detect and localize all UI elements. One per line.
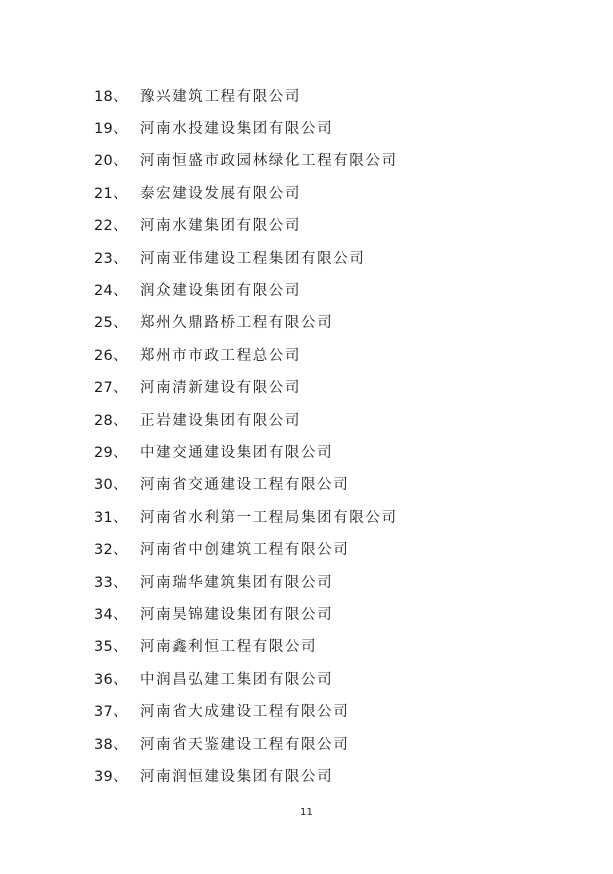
item-number: 39、 <box>94 768 128 785</box>
list-item <box>94 176 398 208</box>
list-item <box>94 241 398 273</box>
company-name: 河南恒盛市政园林绿化工程有限公司 <box>140 153 398 170</box>
company-name: 河南省中创建筑工程有限公司 <box>140 542 350 559</box>
item-number: 34、 <box>94 606 128 623</box>
list-item <box>94 565 398 597</box>
list-item <box>94 727 398 759</box>
item-number: 23、 <box>94 250 128 267</box>
item-number: 19、 <box>94 121 128 138</box>
item-number: 25、 <box>94 315 128 332</box>
company-name: 河南水建集团有限公司 <box>140 218 301 235</box>
company-name: 河南亚伟建设工程集团有限公司 <box>140 250 366 267</box>
item-number: 26、 <box>94 347 128 364</box>
company-name: 河南省交通建设工程有限公司 <box>140 477 350 494</box>
item-number: 21、 <box>94 185 128 202</box>
company-name: 河南昊锦建设集团有限公司 <box>140 606 334 623</box>
item-number: 30、 <box>94 477 128 494</box>
company-name: 豫兴建筑工程有限公司 <box>140 88 301 105</box>
company-list <box>94 79 398 792</box>
item-number: 29、 <box>94 444 128 461</box>
company-name: 河南省天鉴建设工程有限公司 <box>140 736 350 753</box>
item-number: 38、 <box>94 736 128 753</box>
item-number: 27、 <box>94 380 128 397</box>
item-number: 32、 <box>94 542 128 559</box>
item-number: 18、 <box>94 88 128 105</box>
list-item <box>94 468 398 500</box>
company-name: 郑州久鼎路桥工程有限公司 <box>140 315 334 332</box>
list-item <box>94 759 398 791</box>
item-number: 36、 <box>94 671 128 688</box>
list-item <box>94 209 398 241</box>
list-item <box>94 532 398 564</box>
item-number: 35、 <box>94 639 128 656</box>
list-item <box>94 338 398 370</box>
list-item <box>94 597 398 629</box>
list-item <box>94 630 398 662</box>
item-number: 24、 <box>94 283 128 300</box>
company-name: 中建交通建设集团有限公司 <box>140 444 334 461</box>
list-item <box>94 694 398 726</box>
list-item <box>94 111 398 143</box>
list-item <box>94 144 398 176</box>
company-name: 河南鑫利恒工程有限公司 <box>140 639 318 656</box>
list-item <box>94 79 398 111</box>
company-name: 泰宏建设发展有限公司 <box>140 185 301 202</box>
company-name: 河南水投建设集团有限公司 <box>140 121 334 138</box>
item-number: 37、 <box>94 704 128 721</box>
company-name: 润众建设集团有限公司 <box>140 283 301 300</box>
company-name: 正岩建设集团有限公司 <box>140 412 301 429</box>
company-name: 郑州市市政工程总公司 <box>140 347 301 364</box>
item-number: 20、 <box>94 153 128 170</box>
page-number: 11 <box>299 807 314 818</box>
company-name: 河南润恒建设集团有限公司 <box>140 768 334 785</box>
company-name: 中润昌弘建工集团有限公司 <box>140 671 334 688</box>
company-name: 河南清新建设有限公司 <box>140 380 301 397</box>
list-item <box>94 500 398 532</box>
list-item <box>94 435 398 467</box>
item-number: 33、 <box>94 574 128 591</box>
list-item <box>94 371 398 403</box>
list-item <box>94 306 398 338</box>
item-number: 28、 <box>94 412 128 429</box>
item-number: 22、 <box>94 218 128 235</box>
company-name: 河南省大成建设工程有限公司 <box>140 704 350 721</box>
company-name: 河南省水利第一工程局集团有限公司 <box>140 509 398 526</box>
list-item <box>94 403 398 435</box>
list-item <box>94 662 398 694</box>
item-number: 31、 <box>94 509 128 526</box>
list-item <box>94 273 398 305</box>
company-name: 河南瑞华建筑集团有限公司 <box>140 574 334 591</box>
